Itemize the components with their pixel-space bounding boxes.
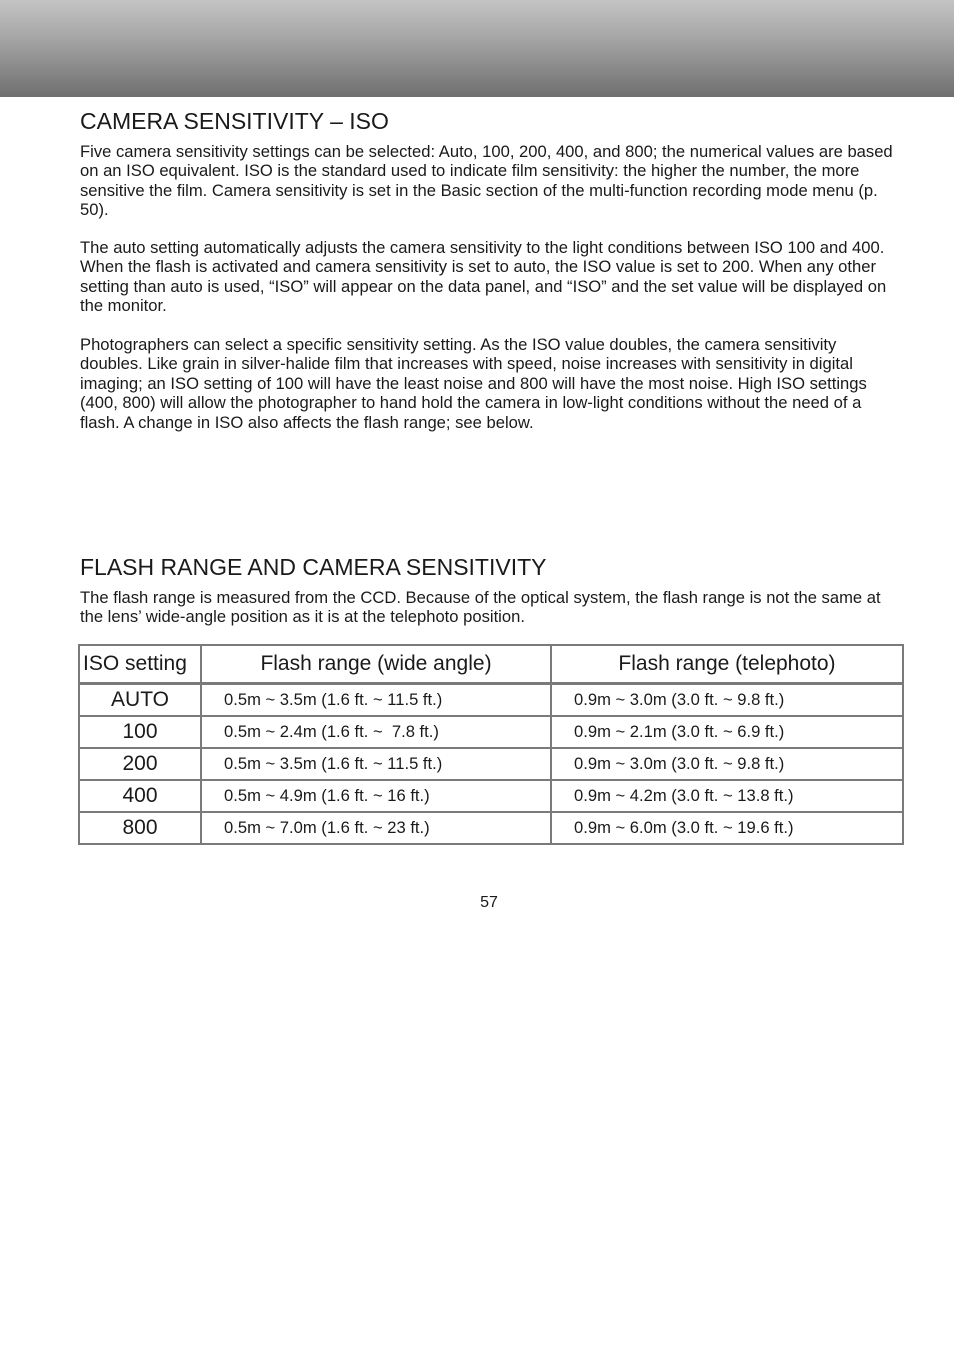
section-title-flash: FLASH RANGE AND CAMERA SENSITIVITY: [80, 554, 547, 580]
tele-range-cell: 0.9m ~ 3.0m (3.0 ft. ~ 9.8 ft.): [551, 684, 903, 717]
section-title-iso: CAMERA SENSITIVITY – ISO: [80, 108, 389, 134]
page-number: 57: [480, 894, 498, 911]
wide-range-cell: 0.5m ~ 2.4m (1.6 ft. ~ 7.8 ft.): [201, 716, 551, 748]
iso-cell: 100: [79, 716, 201, 748]
table-row: [79, 780, 903, 812]
tele-range-cell: 0.9m ~ 6.0m (3.0 ft. ~ 19.6 ft.): [551, 812, 903, 844]
wide-range-cell: 0.5m ~ 4.9m (1.6 ft. ~ 16 ft.): [201, 780, 551, 812]
table-row: [79, 684, 903, 717]
iso-cell: AUTO: [79, 684, 201, 717]
header-flash-tele: Flash range (telephoto): [551, 645, 903, 684]
header-flash-wide: Flash range (wide angle): [201, 645, 551, 684]
iso-paragraph-1: Five camera sensitivity settings can be selected: Auto, 100, 200, 400, and 800; the numerical values are based on an ISO equivalent. ISO is the standard used to indicate film sensitivity: the higher the number, the more sensitive the film. Camera sensitivity is set in the Basic section of the multi-function recording mode menu (p. 50).: [80, 142, 893, 220]
iso-paragraph-3: Photographers can select a specific sensitivity setting. As the ISO value doubles, the camera sensitivity doubles. Like grain in silver-halide film that increases with speed, noise increases with sensitivity in digital imaging; an ISO setting of 100 will have the least noise and 800 will have the most noise. High ISO settings (400, 800) will allow the photographer to hand hold the camera in low-light conditions without the need of a flash. A change in ISO also affects the flash range; see below.: [80, 335, 867, 432]
flash-range-table: [78, 644, 904, 845]
flash-paragraph: The flash range is measured from the CCD. Because of the optical system, the flash range is not the same at the lens’ wide-angle position as it is at the telephoto position.: [80, 588, 881, 627]
header-iso-setting: ISO setting: [79, 645, 201, 684]
tele-range-cell: 0.9m ~ 4.2m (3.0 ft. ~ 13.8 ft.): [551, 780, 903, 812]
iso-paragraph-2: The auto setting automatically adjusts the camera sensitivity to the light conditions between ISO 100 and 400. When the flash is activated and camera sensitivity is set to auto, the ISO value is set to 200. When any other setting than auto is used, “ISO” will appear on the data panel, and “ISO” and the set value will be displayed on the monitor.: [80, 238, 887, 316]
table-row: [79, 812, 903, 844]
iso-cell: 400: [79, 780, 201, 812]
tele-range-cell: 0.9m ~ 2.1m (3.0 ft. ~ 6.9 ft.): [551, 716, 903, 748]
iso-cell: 800: [79, 812, 201, 844]
table-row: [79, 748, 903, 780]
wide-range-cell: 0.5m ~ 3.5m (1.6 ft. ~ 11.5 ft.): [201, 748, 551, 780]
table-header-row: [79, 645, 903, 684]
header-band: [0, 0, 954, 97]
tele-range-cell: 0.9m ~ 3.0m (3.0 ft. ~ 9.8 ft.): [551, 748, 903, 780]
iso-cell: 200: [79, 748, 201, 780]
table-row: [79, 716, 903, 748]
wide-range-cell: 0.5m ~ 7.0m (1.6 ft. ~ 23 ft.): [201, 812, 551, 844]
wide-range-cell: 0.5m ~ 3.5m (1.6 ft. ~ 11.5 ft.): [201, 684, 551, 717]
